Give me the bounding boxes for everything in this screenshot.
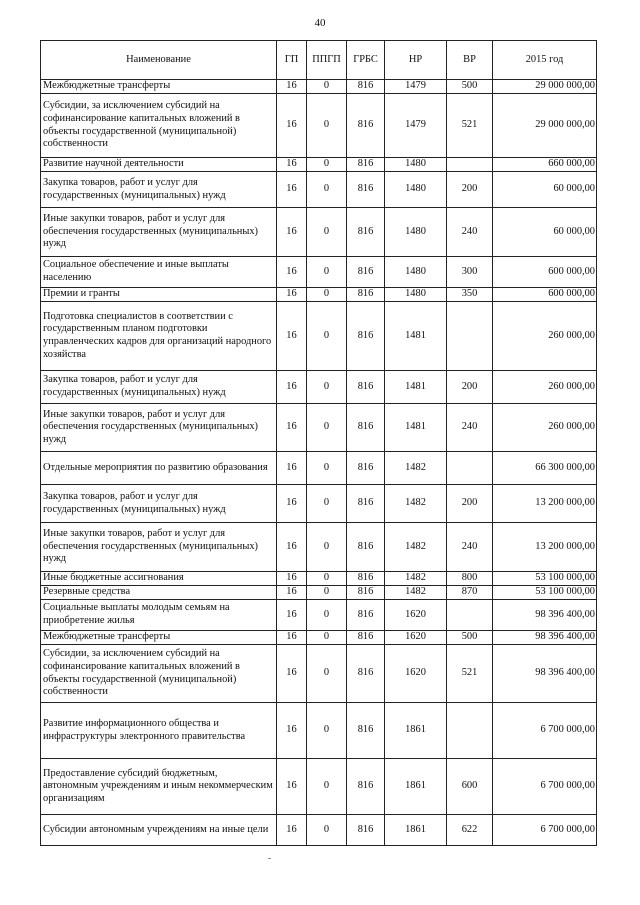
cell-nr: 1479 (385, 94, 447, 158)
cell-nr: 1482 (385, 523, 447, 572)
cell-amount: 98 396 400,00 (493, 631, 597, 645)
cell-name: Субсидии автономным учреждениям на иные цели (41, 815, 277, 846)
cell-grbs: 816 (347, 600, 385, 631)
cell-vr (447, 452, 493, 485)
cell-amount: 260 000,00 (493, 371, 597, 404)
table-row (41, 94, 597, 158)
cell-name: Субсидии, за исключением субсидий на софинансирование капитальных вложений в объекты государственной (муниципальной) собственности (41, 645, 277, 703)
cell-amount: 53 100 000,00 (493, 572, 597, 586)
cell-amount: 98 396 400,00 (493, 645, 597, 703)
cell-gp: 16 (277, 600, 307, 631)
cell-grbs: 816 (347, 404, 385, 452)
cell-vr: 240 (447, 208, 493, 257)
cell-nr: 1482 (385, 572, 447, 586)
cell-grbs: 816 (347, 302, 385, 371)
cell-gp: 16 (277, 452, 307, 485)
table-row (41, 452, 597, 485)
cell-grbs: 816 (347, 631, 385, 645)
cell-gp: 16 (277, 703, 307, 759)
cell-nr: 1480 (385, 158, 447, 172)
cell-vr: 240 (447, 404, 493, 452)
cell-grbs: 816 (347, 485, 385, 523)
cell-gp: 16 (277, 158, 307, 172)
cell-grbs: 816 (347, 94, 385, 158)
cell-grbs: 816 (347, 208, 385, 257)
scan-mark (268, 858, 271, 859)
cell-amount: 660 000,00 (493, 158, 597, 172)
cell-amount: 29 000 000,00 (493, 80, 597, 94)
cell-gp: 16 (277, 572, 307, 586)
cell-vr (447, 158, 493, 172)
cell-ppgp: 0 (307, 288, 347, 302)
page-number: 40 (314, 17, 326, 29)
cell-ppgp: 0 (307, 815, 347, 846)
cell-name: Отдельные мероприятия по развитию образования (41, 452, 277, 485)
cell-amount: 600 000,00 (493, 257, 597, 288)
cell-nr: 1480 (385, 208, 447, 257)
cell-name: Межбюджетные трансферты (41, 80, 277, 94)
cell-grbs: 816 (347, 288, 385, 302)
cell-vr: 500 (447, 80, 493, 94)
cell-nr: 1482 (385, 586, 447, 600)
table-row (41, 631, 597, 645)
cell-nr: 1620 (385, 600, 447, 631)
cell-nr: 1620 (385, 645, 447, 703)
cell-grbs: 816 (347, 158, 385, 172)
table-row (41, 815, 597, 846)
cell-grbs: 816 (347, 586, 385, 600)
table-row (41, 371, 597, 404)
cell-amount: 13 200 000,00 (493, 523, 597, 572)
cell-ppgp: 0 (307, 600, 347, 631)
table-row (41, 586, 597, 600)
cell-nr: 1481 (385, 302, 447, 371)
cell-name: Иные закупки товаров, работ и услуг для обеспечения государственных (муниципальных) нужд (41, 208, 277, 257)
cell-ppgp: 0 (307, 703, 347, 759)
cell-gp: 16 (277, 815, 307, 846)
cell-name: Премии и гранты (41, 288, 277, 302)
cell-ppgp: 0 (307, 485, 347, 523)
table-row (41, 523, 597, 572)
cell-ppgp: 0 (307, 371, 347, 404)
cell-gp: 16 (277, 485, 307, 523)
cell-ppgp: 0 (307, 572, 347, 586)
table-row (41, 172, 597, 208)
cell-vr: 870 (447, 586, 493, 600)
column-header-grbs: ГРБС (347, 41, 385, 80)
table-row (41, 759, 597, 815)
cell-vr: 600 (447, 759, 493, 815)
cell-amount: 29 000 000,00 (493, 94, 597, 158)
cell-vr: 200 (447, 371, 493, 404)
cell-gp: 16 (277, 404, 307, 452)
cell-nr: 1861 (385, 759, 447, 815)
column-header-nr: НР (385, 41, 447, 80)
table-row (41, 288, 597, 302)
table-row (41, 703, 597, 759)
cell-gp: 16 (277, 80, 307, 94)
cell-name: Социальное обеспечение и иные выплаты населению (41, 257, 277, 288)
column-header-vr: ВР (447, 41, 493, 80)
cell-vr: 200 (447, 172, 493, 208)
cell-nr: 1480 (385, 172, 447, 208)
cell-gp: 16 (277, 523, 307, 572)
cell-ppgp: 0 (307, 586, 347, 600)
cell-name: Субсидии, за исключением субсидий на софинансирование капитальных вложений в объекты государственной (муниципальной) собственности (41, 94, 277, 158)
cell-grbs: 816 (347, 645, 385, 703)
cell-grbs: 816 (347, 371, 385, 404)
cell-name: Закупка товаров, работ и услуг для государственных (муниципальных) нужд (41, 371, 277, 404)
cell-grbs: 816 (347, 523, 385, 572)
cell-vr (447, 302, 493, 371)
cell-name: Иные закупки товаров, работ и услуг для обеспечения государственных (муниципальных) нужд (41, 404, 277, 452)
cell-gp: 16 (277, 172, 307, 208)
cell-vr: 800 (447, 572, 493, 586)
cell-ppgp: 0 (307, 404, 347, 452)
cell-nr: 1482 (385, 485, 447, 523)
cell-amount: 260 000,00 (493, 302, 597, 371)
cell-vr: 500 (447, 631, 493, 645)
cell-name: Закупка товаров, работ и услуг для государственных (муниципальных) нужд (41, 172, 277, 208)
cell-ppgp: 0 (307, 208, 347, 257)
cell-vr: 300 (447, 257, 493, 288)
cell-amount: 6 700 000,00 (493, 703, 597, 759)
cell-ppgp: 0 (307, 645, 347, 703)
cell-grbs: 816 (347, 257, 385, 288)
cell-amount: 260 000,00 (493, 404, 597, 452)
cell-gp: 16 (277, 208, 307, 257)
cell-gp: 16 (277, 759, 307, 815)
cell-nr: 1861 (385, 703, 447, 759)
cell-grbs: 816 (347, 815, 385, 846)
cell-nr: 1481 (385, 404, 447, 452)
cell-vr: 350 (447, 288, 493, 302)
table-header-row (41, 41, 597, 80)
cell-name: Иные закупки товаров, работ и услуг для обеспечения государственных (муниципальных) нужд (41, 523, 277, 572)
cell-gp: 16 (277, 371, 307, 404)
cell-name: Межбюджетные трансферты (41, 631, 277, 645)
cell-gp: 16 (277, 288, 307, 302)
cell-amount: 6 700 000,00 (493, 815, 597, 846)
cell-name: Социальные выплаты молодым семьям на приобретение жилья (41, 600, 277, 631)
cell-vr: 521 (447, 94, 493, 158)
cell-amount: 98 396 400,00 (493, 600, 597, 631)
cell-name: Развитие научной деятельности (41, 158, 277, 172)
cell-amount: 66 300 000,00 (493, 452, 597, 485)
cell-amount: 6 700 000,00 (493, 759, 597, 815)
cell-ppgp: 0 (307, 257, 347, 288)
cell-nr: 1482 (385, 452, 447, 485)
table-row (41, 80, 597, 94)
cell-gp: 16 (277, 302, 307, 371)
table-row (41, 572, 597, 586)
cell-vr: 240 (447, 523, 493, 572)
cell-nr: 1861 (385, 815, 447, 846)
cell-name: Иные бюджетные ассигнования (41, 572, 277, 586)
cell-ppgp: 0 (307, 302, 347, 371)
cell-gp: 16 (277, 586, 307, 600)
cell-ppgp: 0 (307, 172, 347, 208)
cell-grbs: 816 (347, 452, 385, 485)
cell-name: Закупка товаров, работ и услуг для государственных (муниципальных) нужд (41, 485, 277, 523)
cell-nr: 1481 (385, 371, 447, 404)
column-header-name: Наименование (41, 41, 277, 80)
cell-nr: 1480 (385, 257, 447, 288)
cell-ppgp: 0 (307, 631, 347, 645)
cell-amount: 13 200 000,00 (493, 485, 597, 523)
cell-name: Развитие информационного общества и инфраструктуры электронного правительства (41, 703, 277, 759)
column-header-ppgp: ППГП (307, 41, 347, 80)
cell-nr: 1480 (385, 288, 447, 302)
cell-name: Предоставление субсидий бюджетным, автономным учреждениям и иным некоммерческим организациям (41, 759, 277, 815)
cell-amount: 53 100 000,00 (493, 586, 597, 600)
cell-vr: 521 (447, 645, 493, 703)
cell-gp: 16 (277, 94, 307, 158)
cell-amount: 60 000,00 (493, 208, 597, 257)
table-row (41, 208, 597, 257)
cell-amount: 60 000,00 (493, 172, 597, 208)
cell-ppgp: 0 (307, 158, 347, 172)
cell-vr: 622 (447, 815, 493, 846)
cell-name: Резервные средства (41, 586, 277, 600)
cell-vr (447, 600, 493, 631)
cell-gp: 16 (277, 257, 307, 288)
cell-ppgp: 0 (307, 523, 347, 572)
cell-ppgp: 0 (307, 452, 347, 485)
cell-nr: 1479 (385, 80, 447, 94)
cell-grbs: 816 (347, 572, 385, 586)
cell-grbs: 816 (347, 172, 385, 208)
table-row (41, 645, 597, 703)
cell-vr: 200 (447, 485, 493, 523)
cell-grbs: 816 (347, 80, 385, 94)
cell-gp: 16 (277, 645, 307, 703)
budget-table (40, 40, 597, 846)
table-row (41, 485, 597, 523)
table-row (41, 404, 597, 452)
table-row (41, 257, 597, 288)
cell-nr: 1620 (385, 631, 447, 645)
column-header-year: 2015 год (493, 41, 597, 80)
cell-ppgp: 0 (307, 80, 347, 94)
table-row (41, 302, 597, 371)
table-row (41, 158, 597, 172)
column-header-gp: ГП (277, 41, 307, 80)
cell-vr (447, 703, 493, 759)
cell-amount: 600 000,00 (493, 288, 597, 302)
cell-grbs: 816 (347, 759, 385, 815)
cell-gp: 16 (277, 631, 307, 645)
cell-grbs: 816 (347, 703, 385, 759)
table-row (41, 600, 597, 631)
cell-ppgp: 0 (307, 94, 347, 158)
cell-ppgp: 0 (307, 759, 347, 815)
cell-name: Подготовка специалистов в соответствии с государственным планом подготовки управленческих кадров для организаций народного хозяйства (41, 302, 277, 371)
